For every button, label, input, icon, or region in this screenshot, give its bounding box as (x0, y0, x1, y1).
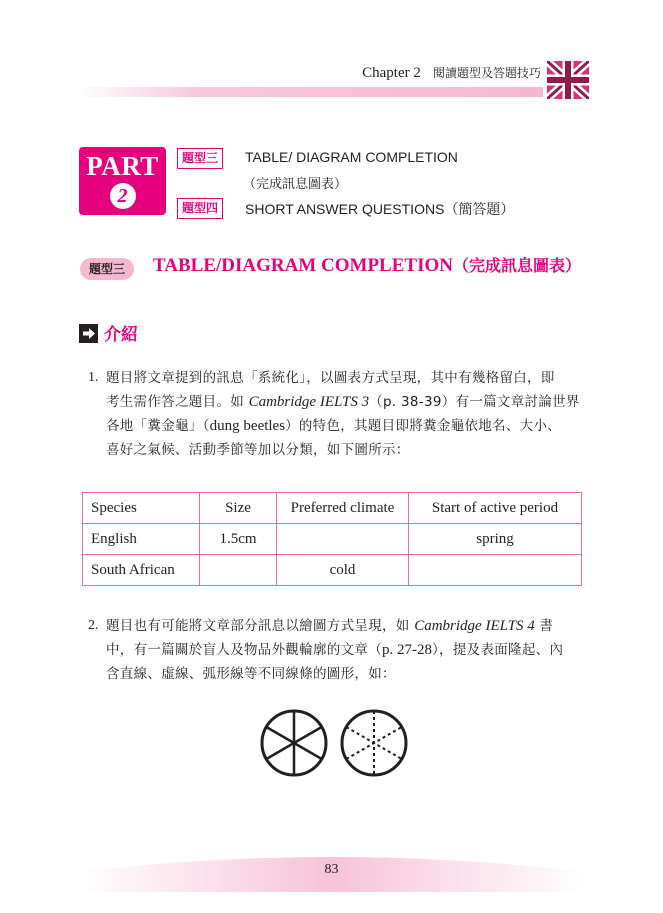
table-cell (200, 555, 277, 586)
text-run: 考生需作答之題目。如 (106, 394, 249, 410)
table-cell: cold (277, 555, 409, 586)
part-number: 2 (110, 183, 136, 209)
chapter-title: 閱讀題型及答題技巧 (432, 66, 541, 80)
table-cell: South African (83, 555, 200, 586)
type3-subtitle: （完成訊息圖表） (243, 177, 348, 192)
paragraph-1-line-2 (88, 390, 588, 414)
type4-title: SHORT ANSWER QUESTIONS（簡答題） (245, 201, 515, 217)
paragraph-2-line-3: 含直線、虛線、弧形線等不同線條的圖形，如： (106, 666, 396, 682)
table-header-cell: Size (200, 493, 277, 524)
header-bar (78, 87, 543, 97)
book-title: Cambridge IELTS 4 (414, 618, 535, 634)
union-jack-flag-icon (547, 61, 589, 99)
paragraph-2-number: 2. (88, 618, 99, 633)
english-term: dung beetles (209, 418, 286, 434)
part-badge (79, 147, 166, 215)
chapter-label: Chapter 2 (362, 65, 421, 81)
paragraph-2 (88, 614, 588, 686)
species-table (82, 492, 582, 586)
table-cell: English (83, 524, 200, 555)
paragraph-1-line-4: 喜好之氣候、活動季節等加以分類，如下圖所示： (106, 442, 410, 458)
text-run: （p. 38-39）有一篇文章討論世界 (369, 394, 580, 410)
table-header-cell: Species (83, 493, 200, 524)
table-row (83, 555, 582, 586)
table-cell (409, 555, 582, 586)
solid-line-circle-diagram (259, 708, 329, 778)
type3-title: TABLE/ DIAGRAM COMPLETION (245, 149, 458, 165)
dashed-line-circle-diagram (339, 708, 409, 778)
running-header (362, 64, 541, 82)
text-run: ）的特色，其題目即將糞金龜依地名、大小、 (285, 418, 562, 434)
section-title (153, 253, 581, 277)
paragraph-1-number: 1. (88, 370, 99, 385)
paragraph-1 (88, 366, 588, 462)
table-cell: 1.5cm (200, 524, 277, 555)
paragraph-2-line-1 (88, 614, 588, 638)
text-run: 各地「糞金龜」（ (106, 418, 210, 434)
paragraph-2-line-2 (88, 638, 588, 662)
type4-tag: 題型四 (177, 198, 223, 219)
text-run: 中，有一篇關於盲人及物品外觀輪廓的文章（ (106, 642, 382, 658)
intro-label: 介紹 (104, 325, 138, 345)
table-row (83, 524, 582, 555)
text-run: 題目也有可能將文章部分訊息以繪圖方式呈現，如 (106, 618, 415, 634)
table-cell (277, 524, 409, 555)
page-ref: p. 27-28 (382, 642, 432, 658)
section-title-en: TABLE/DIAGRAM COMPLETION (153, 255, 453, 276)
type3-tag: 題型三 (177, 148, 223, 169)
table-header-row (83, 493, 582, 524)
table-header-cell: Preferred climate (277, 493, 409, 524)
section-tag: 題型三 (80, 258, 134, 280)
text-run: ），提及表面隆起、內 (432, 642, 564, 658)
section-title-zh: （完成訊息圖表） (452, 256, 581, 275)
table-cell: spring (409, 524, 582, 555)
part-word: PART (86, 151, 159, 181)
table-header-cell: Start of active period (409, 493, 582, 524)
text-run: 書 (534, 618, 554, 634)
paragraph-1-line-1: 題目將文章提到的訊息「系統化」，以圖表方式呈現，其中有幾格留白，即 (106, 370, 555, 386)
page-number: 83 (324, 862, 339, 877)
book-title: Cambridge IELTS 3 (248, 394, 370, 410)
paragraph-1-line-3 (88, 414, 588, 438)
arrow-right-box-icon (79, 324, 98, 343)
